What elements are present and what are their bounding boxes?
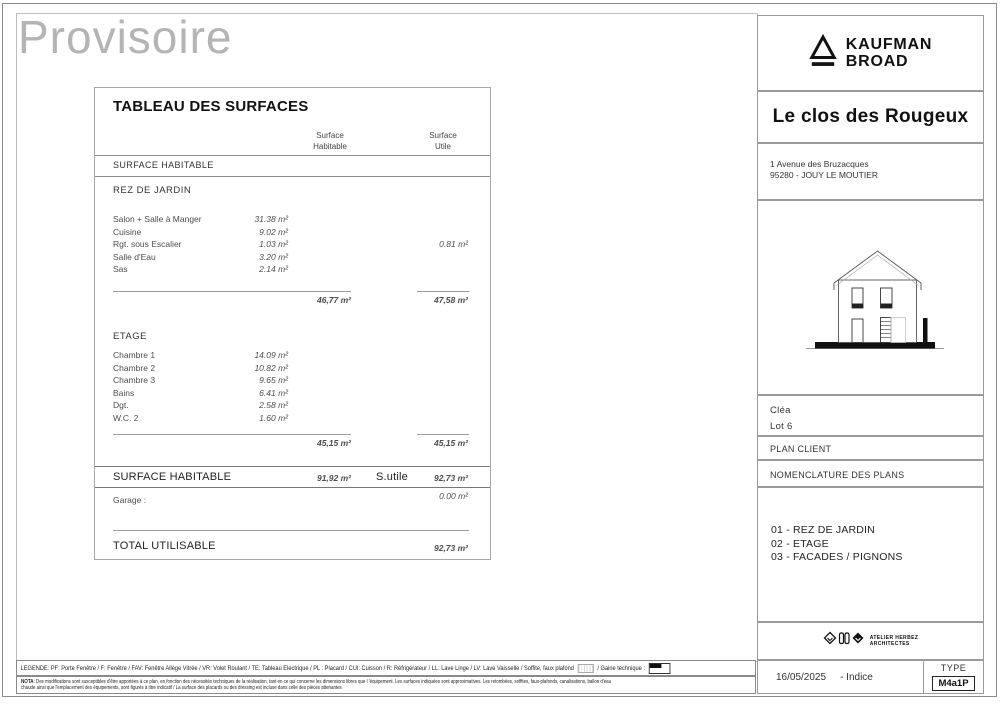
project-title-section <box>757 91 984 143</box>
client-section <box>757 395 984 436</box>
type-label: TYPE <box>940 663 967 673</box>
room-row-value: 3.20 m² <box>259 251 288 262</box>
room-row-value: 1.03 m² <box>259 239 288 249</box>
total-rule <box>95 466 490 467</box>
architect-name-line1: ATELIER HERBEZ <box>869 635 919 641</box>
divider <box>113 530 469 531</box>
section-surface-habitable-label: SURFACE HABITABLE <box>113 160 214 170</box>
room-row-label: Bains <box>113 387 135 398</box>
room-row-label: W.C. 2 <box>113 412 139 423</box>
group-name-rez-de-jardin: REZ DE JARDIN <box>113 185 192 196</box>
room-row-value: 1.60 m² <box>259 412 288 423</box>
provisoire-watermark: Provisoire <box>18 11 233 63</box>
total-utilisable-value: 92,73 m² <box>433 543 468 553</box>
address-section <box>757 143 984 200</box>
plan-list-item: 03 - FACADES / PIGNONS <box>771 551 903 563</box>
nota-label: NOTA <box>21 679 34 685</box>
architect-name-line2: ARCHITECTES <box>869 641 910 647</box>
subtotal-rule <box>417 434 469 435</box>
address-line2: 95280 - JOUY LE MOUTIER <box>770 170 879 180</box>
room-row-label: Salle d'Eau <box>113 251 156 262</box>
gaine-technique-symbol-icon <box>649 663 671 674</box>
indice-label: - Indice <box>840 671 873 683</box>
architect-section <box>757 622 984 660</box>
elevation-drawing-section <box>757 200 984 395</box>
plan-date: 16/05/2025 <box>776 671 827 683</box>
client-name: Cléa <box>770 405 791 416</box>
brand-name-line1: KAUFMAN <box>845 36 933 53</box>
garage-label: Garage : <box>113 495 147 505</box>
garage-value: 0.00 m² <box>439 491 468 501</box>
faux-plafond-swatch-icon <box>578 664 594 673</box>
column-header-surface-habitable: Surface Habitable <box>313 131 347 151</box>
room-row-label: Rgt. sous Escalier <box>113 239 182 249</box>
house-elevation-drawing <box>758 201 985 394</box>
room-row-label: Chambre 1 <box>113 350 156 360</box>
room-row-label: Salon + Salle à Manger <box>113 214 202 224</box>
s-utile-label: S.utile <box>376 471 408 483</box>
type-value-badge: M4a1P <box>932 676 974 691</box>
room-row-label: Cuisine <box>113 226 142 237</box>
room-row-value: 6.41 m² <box>259 387 288 398</box>
address-line1: 1 Avenue des Bruzacques <box>770 159 869 169</box>
room-row-value: 14.09 m² <box>254 350 288 360</box>
gaine-technique-label: / Gaine technique : <box>597 664 645 672</box>
subtotal-rule <box>113 434 351 435</box>
subtotal-rule <box>417 291 469 292</box>
plans-list-section <box>757 487 984 622</box>
room-row-value: 10.82 m² <box>254 362 288 373</box>
room-row-label: Sas <box>113 264 128 274</box>
subtotal-habitable: 45,15 m² <box>316 438 351 448</box>
room-row-value: 2.58 m² <box>259 400 288 410</box>
total-surface-habitable-label: SURFACE HABITABLE <box>113 471 232 483</box>
room-row-value: 2.14 m² <box>259 264 288 274</box>
subtotal-habitable: 46,77 m² <box>316 295 351 305</box>
plan-list-item: 01 - REZ DE JARDIN <box>771 524 875 536</box>
title-block-panel <box>757 15 986 694</box>
brand-section <box>757 15 984 91</box>
surface-table <box>94 87 491 560</box>
brand-name-line2: BROAD <box>845 53 909 70</box>
legend-text: LEGENDE: PF: Porte Fenêtre / F: Fenêtre / FAV: Fenêtre Allège Vitrée / VR: Volet Roulant / TE: Tableau Electrique / PL : Placard / CUI: Cuisson / R: Réfrigérateur / LL: Lave Linge / LV: Lave Vaisselle / Soffite, faux plafond <box>20 664 574 672</box>
nota-strip <box>16 676 756 694</box>
total-rule <box>95 487 490 488</box>
divider <box>95 176 490 177</box>
room-row-value: 9.65 m² <box>259 375 288 385</box>
plan-list-item: 02 - ETAGE <box>771 537 829 550</box>
total-utilisable-label: TOTAL UTILISABLE <box>113 540 216 552</box>
subtotal-utile: 45,15 m² <box>433 438 468 448</box>
nota-text-line2: chaude ainsi que l'emplacement des équipements, sont figurés à titre indicatif / La surface des placards ou des dressing est incluse dans celle des pièces attenantes <box>21 685 342 692</box>
nomenclature-label: NOMENCLATURE DES PLANS <box>770 470 905 480</box>
lot-number: Lot 6 <box>770 421 793 432</box>
total-surface-habitable-value: 91,92 m² <box>316 473 351 483</box>
legend-strip <box>16 660 756 676</box>
room-row-utile-value: 0.81 m² <box>439 239 468 249</box>
room-row-value: 9.02 m² <box>259 226 288 237</box>
room-row-label: Dgt. <box>113 400 129 410</box>
project-title: Le clos des Rougeux <box>772 106 969 127</box>
date-indice-cell <box>757 660 924 694</box>
column-header-surface-utile: Surface Utile <box>429 131 457 151</box>
subtotal-utile: 47,58 m² <box>433 295 468 305</box>
plan-client-label: PLAN CLIENT <box>770 444 832 454</box>
room-row-label: Chambre 3 <box>113 375 156 385</box>
kaufman-broad-logo-icon <box>809 33 837 74</box>
plan-client-section <box>757 436 984 460</box>
group-name-etage: ETAGE <box>113 331 147 342</box>
room-row-label: Chambre 2 <box>113 362 156 373</box>
total-surface-utile-value: 92,73 m² <box>433 473 468 483</box>
type-cell <box>923 660 984 694</box>
table-title: TABLEAU DES SURFACES <box>113 98 309 115</box>
subtotal-rule <box>113 291 351 292</box>
atelier-herbez-logo-icon <box>823 631 865 651</box>
room-row-value: 31.38 m² <box>254 214 288 224</box>
nota-text-line1: : Des modifications sont susceptibles d'être apportées à ce plan, en fonction des nécessités techniques de la réalisation, tant en ce qui concerne les dimensions libres que l 'équipement. Les surfaces indiquées sont approximatives. Les retombées, soffites, faux-plafonds, canalisations, ballon d'eau <box>33 679 612 685</box>
nomenclature-section <box>757 460 984 487</box>
divider <box>95 155 490 156</box>
